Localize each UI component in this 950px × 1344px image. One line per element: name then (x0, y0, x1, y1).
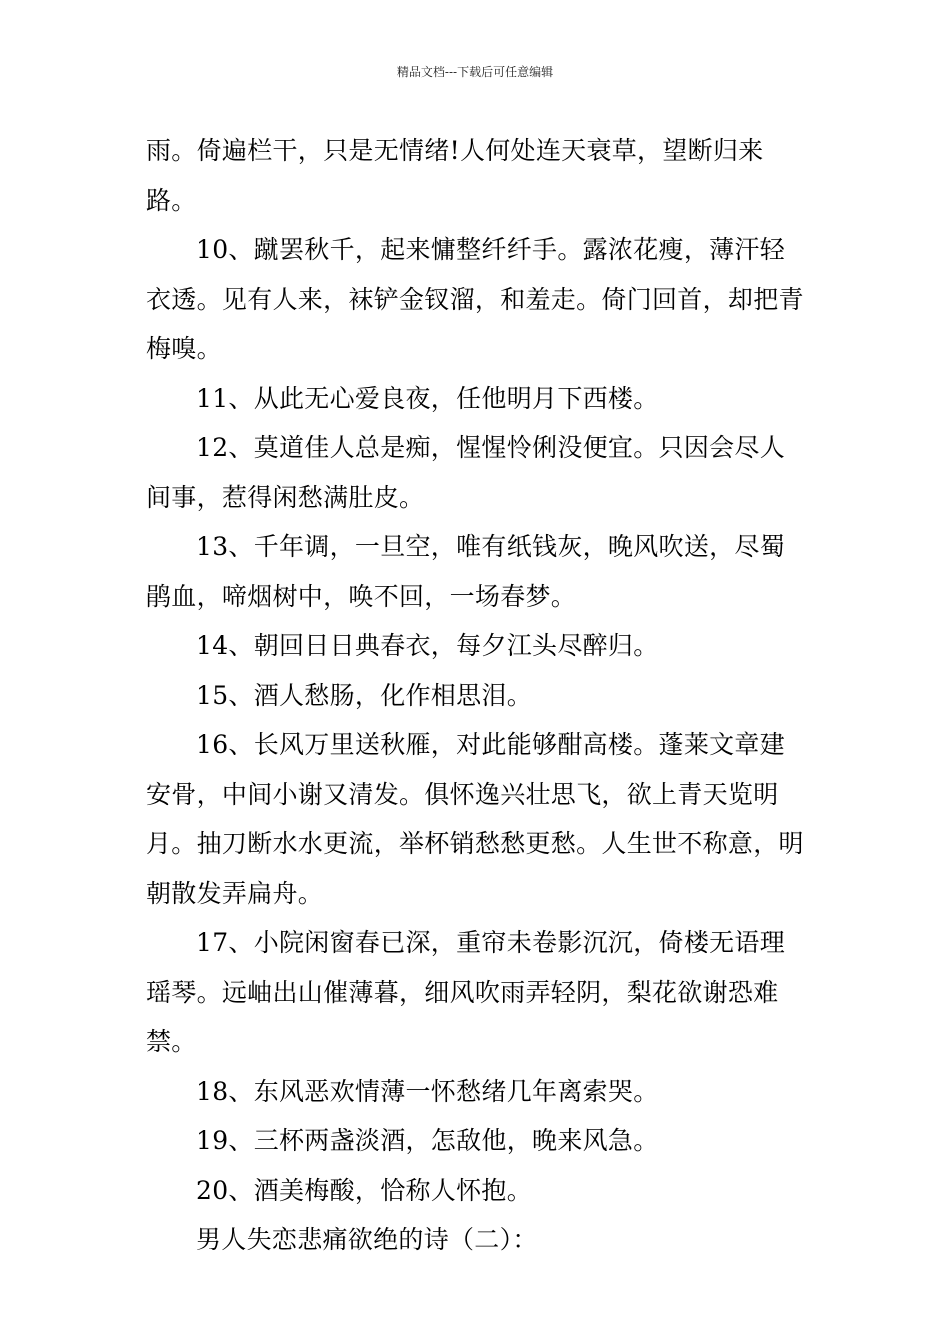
paragraph-item-18: 18、东风恶欢情薄一怀愁绪几年离索哭。 (196, 1076, 659, 1106)
paragraph-item-14: 14、朝回日日典春衣，每夕江头尽醉归。 (196, 631, 659, 660)
paragraph-item-13: 13、千年调，一旦空，唯有纸钱灰，晚风吹送，尽蜀鹃血，啼烟树中，唤不回，一场春梦。 (146, 532, 786, 611)
paragraph-item-16: 16、长风万里送秋雁，对此能够酣高楼。蓬莱文章建安骨，中间小谢又清发。俱怀逸兴壮思飞，欲上青天览明月。抽刀断水水更流，举杯销愁愁更愁。人生世不称意，明朝散发弄扁舟。 (146, 730, 804, 908)
paragraph-item-10: 10、蹴罢秋千，起来慵整纤纤手。露浓花瘦，薄汗轻衣透。见有人来，袜铲金钗溜，和羞走。倚门回首，却把青梅嗅。 (146, 235, 804, 363)
paragraph-item-11: 11、从此无心爱良夜，任他明月下西楼。 (196, 383, 659, 413)
paragraph-item-12: 12、莫道佳人总是痴，惺惺怜俐没便宜。只因会尽人间事，惹得闲愁满肚皮。 (146, 433, 786, 512)
section-heading: 男人失恋悲痛欲绝的诗（二）： (196, 1225, 538, 1254)
paragraph-continuation: 雨。倚遍栏干，只是无情绪!人何处连天衰草，望断归来路。 (146, 136, 764, 215)
paragraph-item-15: 15、酒人愁肠，化作相思泪。 (196, 680, 533, 710)
paragraph-item-19: 19、三杯两盏淡酒，怎敌他，晚来风急。 (196, 1126, 659, 1155)
paragraph-item-17: 17、小院闲窗春已深，重帘未卷影沉沉，倚楼无语理瑶琴。远岫出山催薄暮，细风吹雨弄轻阴，梨花欲谢恐难禁。 (146, 928, 786, 1056)
document-body (146, 126, 810, 1265)
page-header: 精品文档---下载后可任意编辑 (396, 65, 554, 79)
paragraph-item-20: 20、酒美梅酸，恰称人怀抱。 (196, 1175, 533, 1205)
